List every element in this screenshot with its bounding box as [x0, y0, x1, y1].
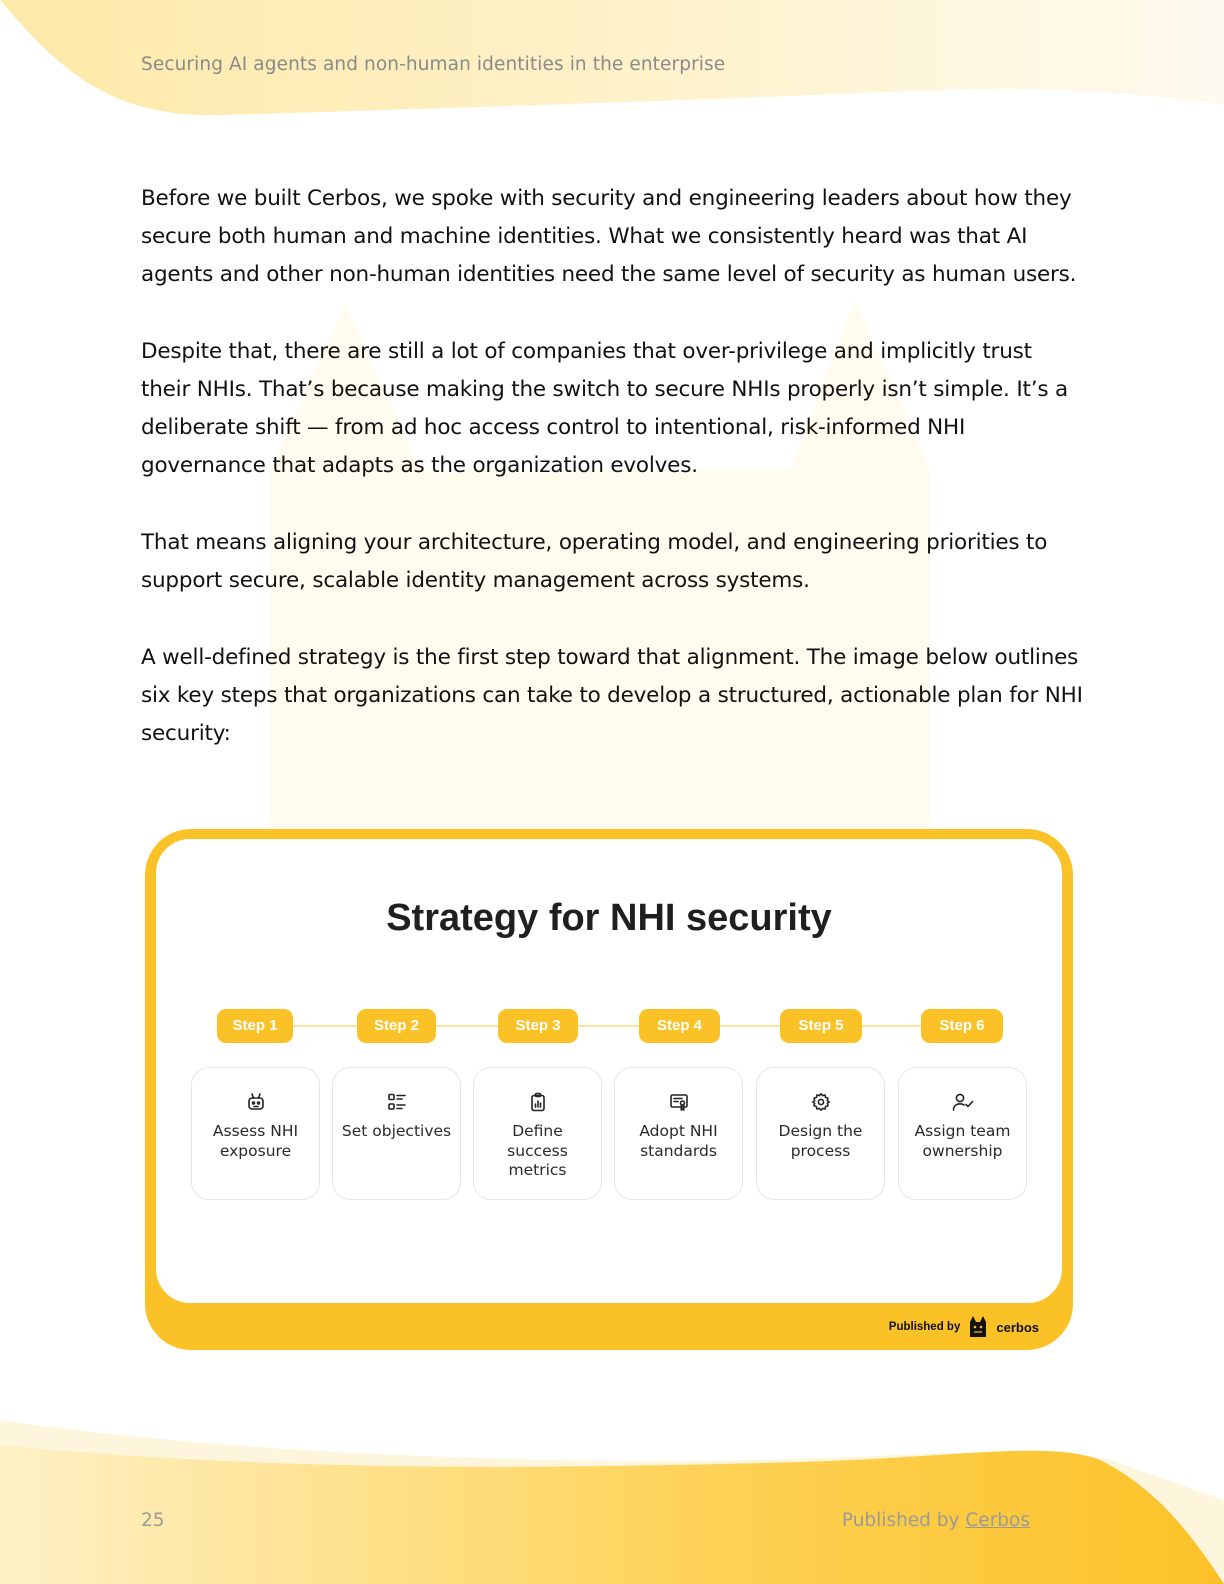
- step-6-badge: Step 6: [921, 1009, 1003, 1043]
- step-3-label: Define success metrics: [507, 1122, 568, 1179]
- step-1-card: [191, 1067, 320, 1200]
- page-number: 25: [141, 1510, 165, 1531]
- step-6-card: [898, 1067, 1027, 1200]
- paragraph: A well-defined strategy is the first step toward that alignment. The image below outlines six key steps that organizations can take to develop a structured, actionable plan for NHI security:: [141, 645, 1083, 746]
- cerbos-link[interactable]: Cerbos: [965, 1510, 1030, 1531]
- checklist-icon: [387, 1092, 407, 1112]
- figure-brand-name: cerbos: [996, 1319, 1039, 1335]
- step-4-badge: Step 4: [639, 1009, 720, 1043]
- step-5-badge: Step 5: [780, 1009, 862, 1043]
- paragraph: That means aligning your architecture, operating model, and engineering priorities to support secure, scalable identity management across systems.: [141, 530, 1048, 593]
- step-5-card: [756, 1067, 885, 1200]
- body-text: [141, 180, 1086, 792]
- clipboard-chart-icon: [528, 1092, 548, 1112]
- step-3-badge: Step 3: [498, 1009, 578, 1043]
- step-1-badge: Step 1: [217, 1009, 293, 1043]
- step-5-label: Design the process: [778, 1122, 863, 1160]
- step-2-label: Set objectives: [341, 1122, 452, 1140]
- step-2-badge: Step 2: [357, 1009, 436, 1043]
- paragraph: Despite that, there are still a lot of companies that over-privilege and implicitly trust their NHIs. That’s because making the switch to secure NHIs properly isn’t simple. It’s a deliberate shift — from ad hoc access control to intentional, risk-informed NHI governance that adapts as the organization evolves.: [141, 339, 1068, 478]
- step-6-label: Assign team ownership: [914, 1122, 1011, 1160]
- figure-published-by: Published by: [888, 1321, 961, 1333]
- running-header: Securing AI agents and non-human identities in the enterprise: [141, 54, 726, 75]
- figure-footer: [889, 1315, 1039, 1339]
- step-1-label: Assess NHI exposure: [212, 1122, 299, 1160]
- strategy-figure: [145, 829, 1073, 1350]
- paragraph: Before we built Cerbos, we spoke with security and engineering leaders about how they secure both human and machine identities. What we consistently heard was that AI agents and other non-human identities need the same level of security as human users.: [141, 186, 1077, 287]
- figure-title: Strategy for NHI security: [386, 897, 832, 939]
- step-3-card: [473, 1067, 602, 1200]
- step-4-card: [614, 1067, 743, 1200]
- footer-credit-prefix: Published by: [841, 1510, 960, 1531]
- figure-panel: [156, 839, 1062, 1303]
- gear-icon: [811, 1092, 831, 1112]
- cerbos-logo-icon: [968, 1315, 988, 1339]
- robot-icon: [246, 1092, 266, 1112]
- step-4-label: Adopt NHI standards: [639, 1122, 718, 1160]
- certificate-icon: [669, 1092, 689, 1112]
- footer-credit: [842, 1510, 1030, 1531]
- step-2-card: [332, 1067, 461, 1200]
- user-check-icon: [952, 1092, 974, 1112]
